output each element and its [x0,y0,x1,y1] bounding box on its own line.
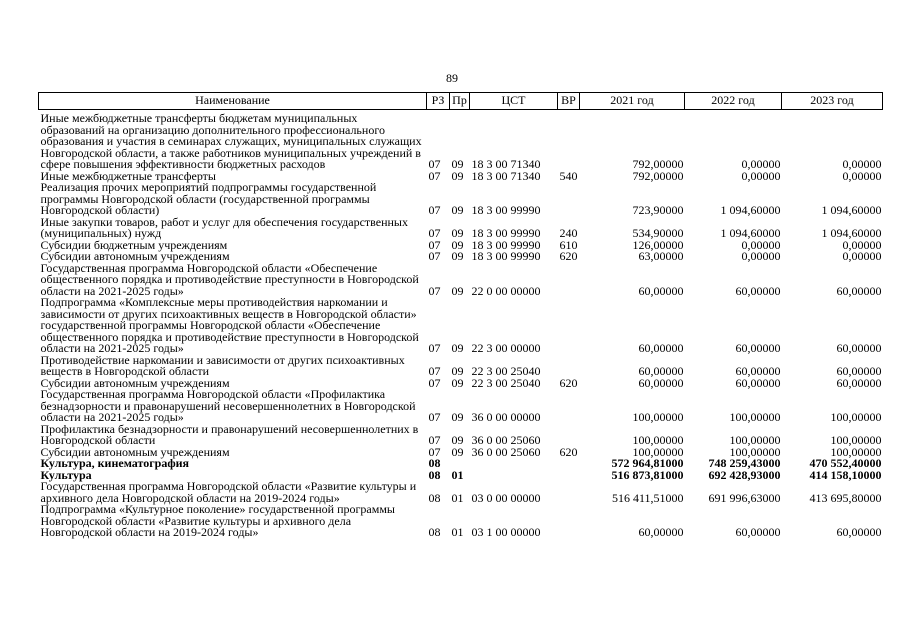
cell-2023: 470 552,40000 [809,456,882,470]
cell-pr: 09 [451,433,464,447]
cell-2023: 60,00000 [836,364,882,378]
table-row [39,481,883,504]
cell-cst: 03 0 00 00000 [471,490,541,505]
column-header-2023: 2023 год [782,93,883,110]
cell-2022: 692 428,93000 [708,467,781,482]
cell-2021: 60,00000 [638,341,684,355]
cell-vr [558,355,580,378]
cell-cst: 18 3 00 71340 [471,168,541,183]
cell-vr: 240 [559,226,578,240]
cell-2022: 1 094,60000 [720,203,781,217]
cell-name: Культура [40,467,92,482]
cell-name: Субсидии автономным учреждениям [40,249,230,263]
cell-cst: 22 3 00 00000 [471,341,541,355]
cell-pr: 09 [451,237,464,252]
cell-vr: 610 [559,237,578,252]
table-row [39,297,883,355]
cell-cst [470,458,558,470]
cell-2022: 100,00000 [729,433,781,447]
cell-2022: 0,00000 [741,157,781,171]
header-row [39,93,883,110]
cell-2021: 63,00000 [638,249,684,263]
cell-2023: 60,00000 [836,375,882,390]
cell-rz: 07 [428,410,441,424]
cell-2022: 691 996,63000 [708,490,781,505]
cell-name: Государственная программа Новгородской области «Обеспечение общественного порядка и противодействие преступности в Новгородской области на 2021-2025 годы» [40,260,419,298]
cell-pr: 09 [451,168,464,183]
cell-2023: 60,00000 [836,525,882,539]
page-number: 89 [446,71,458,85]
cell-name: Иные межбюджетные трансферты бюджетам муниципальных образований на организацию дополнительного профессионального образования и участия в семинарах служащих, муниципальных служащих Новгородской области, а также работников муниципальных учреждений в сфере повышения эффективности бюджетных расходов [40,111,422,171]
cell-vr [558,504,580,539]
column-header-2022: 2022 год [685,93,782,110]
cell-cst: 22 0 00 00000 [471,283,541,298]
cell-2023: 0,00000 [842,249,882,263]
cell-2021: 60,00000 [638,364,684,378]
cell-cst: 22 3 00 25040 [471,375,541,390]
table-row [39,182,883,217]
cell-2023: 1 094,60000 [821,203,882,217]
cell-cst: 03 1 00 00000 [471,525,541,539]
cell-rz: 07 [428,364,441,378]
cell-vr [558,389,580,424]
cell-pr: 09 [451,283,464,298]
cell-name: Иные межбюджетные трансферты [40,168,216,183]
cell-2023: 100,00000 [830,433,882,447]
table-header [39,93,883,110]
cell-2021: 723,90000 [632,203,684,217]
cell-2021: 100,00000 [632,433,684,447]
table-row [39,110,883,171]
cell-vr: 540 [559,168,578,183]
cell-name: Подпрограмма «Культурное поколение» государственной программы Новгородской области «Развитие культуры и архивного дела Новгородской области на 2019-2024 годы» [40,502,395,539]
cell-2021: 572 964,81000 [611,456,684,470]
cell-2023: 100,00000 [830,444,882,459]
cell-2022: 1 094,60000 [720,226,781,240]
cell-vr [558,424,580,447]
cell-2022: 60,00000 [735,341,781,355]
cell-vr: 620 [559,444,578,459]
cell-pr: 09 [451,157,464,171]
cell-cst: 18 3 00 99990 [471,203,541,217]
cell-rz: 07 [428,249,441,263]
cell-cst: 18 3 00 99990 [471,226,541,240]
cell-pr: 09 [451,444,464,459]
cell-2023: 100,00000 [830,410,882,424]
cell-2022: 100,00000 [729,444,781,459]
table-body [39,110,883,539]
cell-rz: 07 [428,168,441,183]
column-header-rz: РЗ [427,93,450,110]
cell-2023: 413 695,80000 [809,490,882,505]
cell-cst: 18 3 00 71340 [471,157,541,171]
cell-rz: 07 [428,444,441,459]
cell-rz: 07 [428,157,441,171]
table-row [39,389,883,424]
cell-pr: 09 [451,341,464,355]
cell-2022: 60,00000 [735,375,781,390]
cell-rz: 08 [428,467,441,482]
cell-2021: 516 411,51000 [611,490,684,505]
cell-2022: 0,00000 [741,237,781,252]
cell-cst: 18 3 00 99990 [471,237,541,252]
cell-pr: 09 [451,203,464,217]
column-header-name: Наименование [39,93,427,110]
cell-pr: 09 [451,375,464,390]
budget-table [38,92,883,539]
cell-rz: 07 [428,341,441,355]
cell-pr: 01 [451,490,464,505]
cell-pr: 09 [451,364,464,378]
cell-cst: 36 0 00 25060 [471,444,541,459]
cell-pr: 09 [451,410,464,424]
cell-vr [558,470,580,482]
cell-pr: 09 [451,226,464,240]
table-row [39,424,883,447]
cell-2021: 126,00000 [632,237,684,252]
cell-2023: 0,00000 [842,237,882,252]
cell-2023: 60,00000 [836,283,882,298]
cell-name: Субсидии бюджетным учреждениям [40,237,228,252]
cell-name: Подпрограмма «Комплексные меры противодействия наркомании и зависимости от других психоактивных веществ в Новгородской области» государственной программы Новгородской области «Обеспечение общественного порядка и противодействие преступности в Новгородской области на 2021-2025 годы» [40,295,419,355]
cell-rz: 07 [428,237,441,252]
cell-2021: 60,00000 [638,375,684,390]
cell-rz: 08 [428,456,441,470]
cell-name: Профилактика безнадзорности и правонарушений несовершеннолетних в Новгородской области [40,421,419,447]
cell-name: Иные закупки товаров, работ и услуг для обеспечения государственных (муниципальных) нужд [40,214,408,240]
table-row [39,504,883,539]
cell-pr: 09 [451,249,464,263]
cell-2022: 60,00000 [735,364,781,378]
cell-2023: 1 094,60000 [821,226,882,240]
cell-pr: 01 [451,525,464,539]
cell-2022: 0,00000 [741,249,781,263]
cell-cst: 22 3 00 25040 [471,364,541,378]
cell-2023: 60,00000 [836,341,882,355]
cell-rz: 08 [428,525,441,539]
cell-rz: 07 [428,375,441,390]
cell-vr [558,297,580,355]
cell-2023: 414 158,10000 [809,467,882,482]
cell-cst: 36 0 00 25060 [471,433,541,447]
table-row [39,263,883,298]
cell-cst: 18 3 00 99990 [471,249,541,263]
cell-2021: 60,00000 [638,283,684,298]
column-header-vr: ВР [558,93,580,110]
cell-name: Субсидии автономным учреждениям [40,444,230,459]
cell-2021: 100,00000 [632,410,684,424]
cell-name: Государственная программа Новгородской области «Профилактика безнадзорности и правонарушений несовершеннолетних в Новгородской области на 2021-2025 годы» [40,387,416,424]
table-row [39,355,883,378]
cell-2021: 792,00000 [632,168,684,183]
cell-rz: 08 [428,490,441,505]
cell-2021: 100,00000 [632,444,684,459]
column-header-pr: Пр [450,93,470,110]
cell-rz: 07 [428,226,441,240]
cell-name: Культура, кинематография [40,456,190,470]
cell-rz: 07 [428,283,441,298]
cell-vr: 620 [559,249,578,263]
cell-2023: 0,00000 [842,168,882,183]
column-header-2021: 2021 год [580,93,685,110]
column-header-cst: ЦСТ [470,93,558,110]
table-row [39,217,883,240]
cell-2022: 748 259,43000 [708,456,781,470]
cell-2021: 60,00000 [638,525,684,539]
cell-vr [558,182,580,217]
cell-vr [558,110,580,171]
cell-vr [558,458,580,470]
cell-rz: 07 [428,433,441,447]
cell-2022: 0,00000 [741,168,781,183]
cell-2023: 0,00000 [842,157,882,171]
cell-2021: 534,90000 [632,226,684,240]
cell-2021: 516 873,81000 [611,467,684,482]
cell-2022: 100,00000 [729,410,781,424]
cell-2021: 792,00000 [632,157,684,171]
cell-vr: 620 [559,375,578,390]
cell-cst: 36 0 00 00000 [471,410,541,424]
cell-name: Субсидии автономным учреждениям [40,375,230,390]
cell-2022: 60,00000 [735,525,781,539]
cell-2022: 60,00000 [735,283,781,298]
cell-pr: 01 [451,467,464,482]
cell-name: Реализация прочих мероприятий подпрограммы государственной программы Новгородской области (государственной программы Новгородской области) [40,180,377,217]
cell-name: Государственная программа Новгородской области «Развитие культуры и архивного дела Новгородской области на 2019-2024 годы» [40,479,417,505]
cell-vr [558,481,580,504]
cell-vr [558,263,580,298]
cell-rz: 07 [428,203,441,217]
cell-name: Противодействие наркомании и зависимости от других психоактивных веществ в Новгородской области [40,352,405,378]
cell-cst [470,470,558,482]
